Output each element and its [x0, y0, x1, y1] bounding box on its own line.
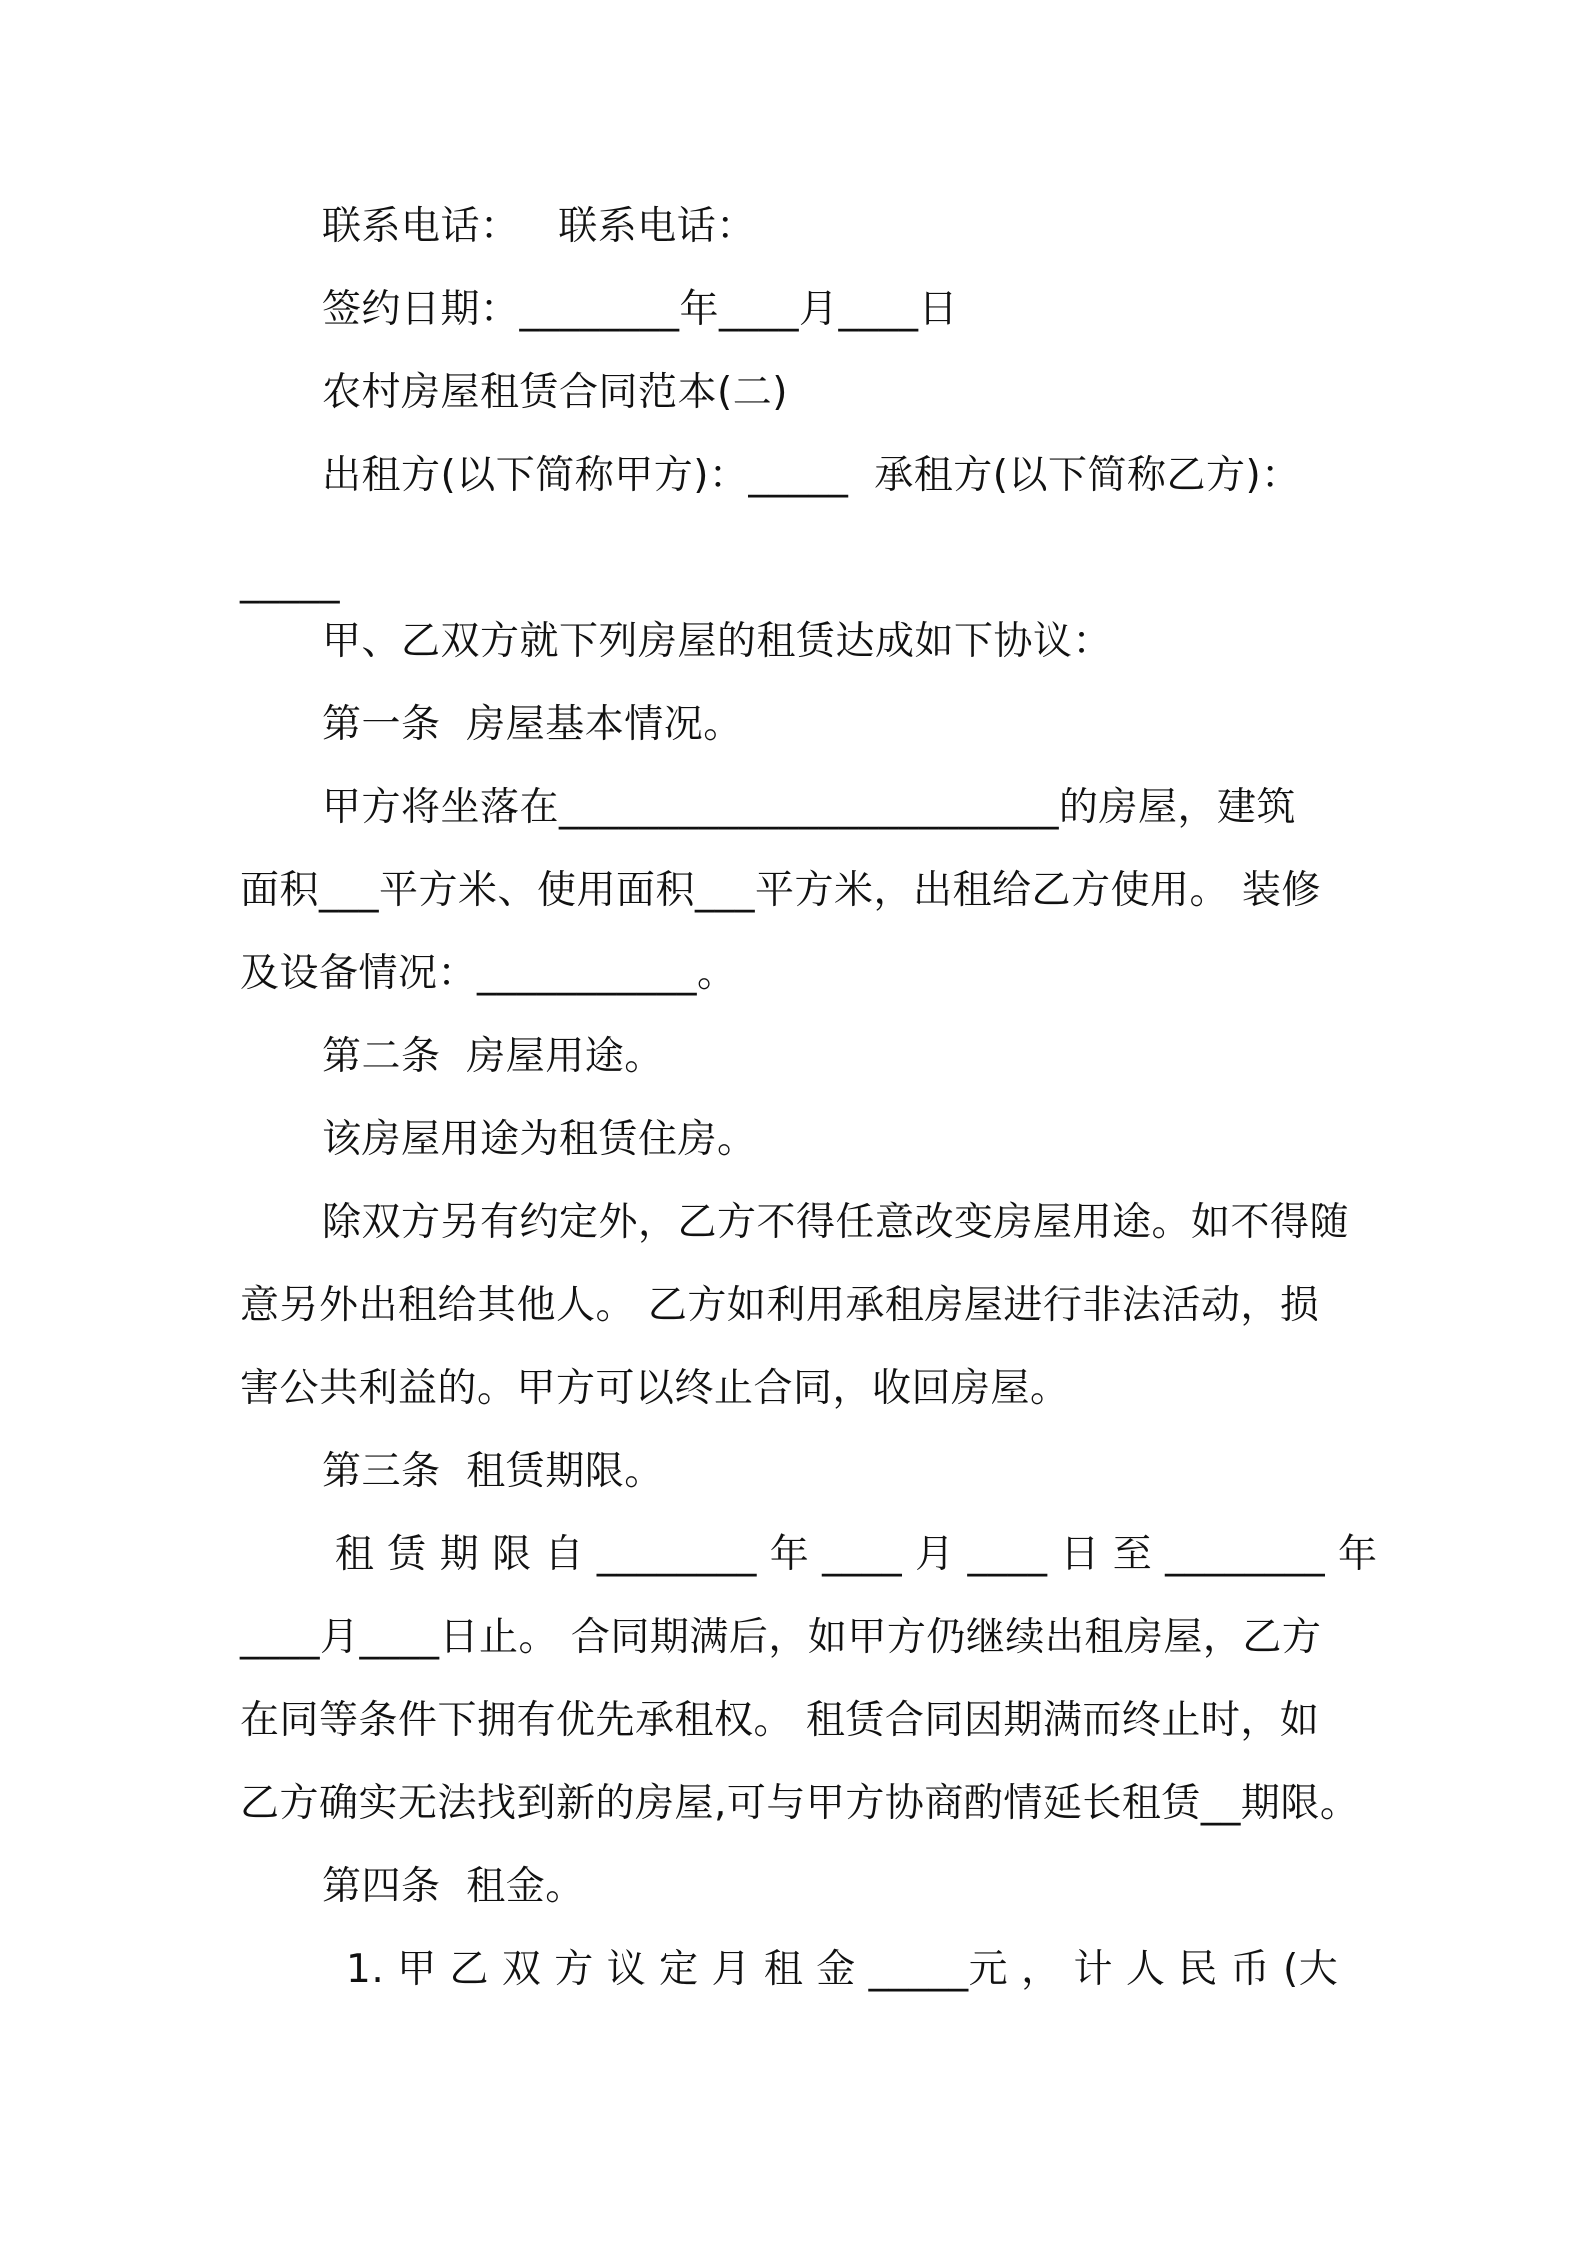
article-1-heading: 第一条 房屋基本情况。: [322, 702, 743, 747]
article-2-text-2-line-2: 意另外出租给其他人。 乙方如利用承租房屋进行非法活动，损: [240, 1283, 1320, 1328]
sign-date-line: 签约日期：________年____月____日: [322, 287, 959, 332]
article-4-item-1: 1. 甲 乙 双 方 议 定 月 租 金 _____元 ， 计 人 民 币 (大: [346, 1947, 1339, 1992]
article-3-text-line-3: 在同等条件下拥有优先承租权。 租赁合同因期满而终止时，如: [240, 1698, 1320, 1743]
article-3-heading: 第三条 租赁期限。: [322, 1449, 664, 1494]
article-4-heading: 第四条 租金。: [322, 1864, 585, 1909]
article-1-text-line-2: 面积___平方米、使用面积___平方米，出租给乙方使用。 装修: [240, 868, 1321, 913]
article-2-text-1: 该房屋用途为租赁住房。: [322, 1117, 757, 1162]
article-3-text-line-4: 乙方确实无法找到新的房屋,可与甲方协商酌情延长租赁__期限。: [240, 1781, 1360, 1826]
contact-phone-line: 联系电话： 联系电话：: [322, 204, 756, 249]
article-3-text-line-2: ____月____日止。 合同期满后，如甲方仍继续出租房屋，乙方: [240, 1615, 1322, 1660]
parties-line: 出租方(以下简称甲方)：_____ 承租方(以下简称乙方)：: [322, 453, 1301, 498]
article-1-text-line-3: 及设备情况：___________。: [240, 951, 737, 996]
article-1-text-line-1: 甲方将坐落在_________________________的房屋，建筑: [322, 785, 1297, 830]
contract-title: 农村房屋租赁合同范本(二): [322, 370, 788, 415]
agreement-intro: 甲、乙双方就下列房屋的租赁达成如下协议：: [322, 619, 1113, 664]
article-2-text-2-line-1: 除双方另有约定外，乙方不得任意改变房屋用途。如不得随: [322, 1200, 1350, 1245]
article-2-text-2-line-3: 害公共利益的。甲方可以终止合同，收回房屋。: [240, 1366, 1070, 1411]
article-3-text-line-1: 租 赁 期 限 自 ________ 年 ____ 月 ____ 日 至 ________ 年: [322, 1532, 1378, 1577]
parties-line-continued: _____: [240, 559, 340, 604]
article-2-heading: 第二条 房屋用途。: [322, 1034, 664, 1079]
